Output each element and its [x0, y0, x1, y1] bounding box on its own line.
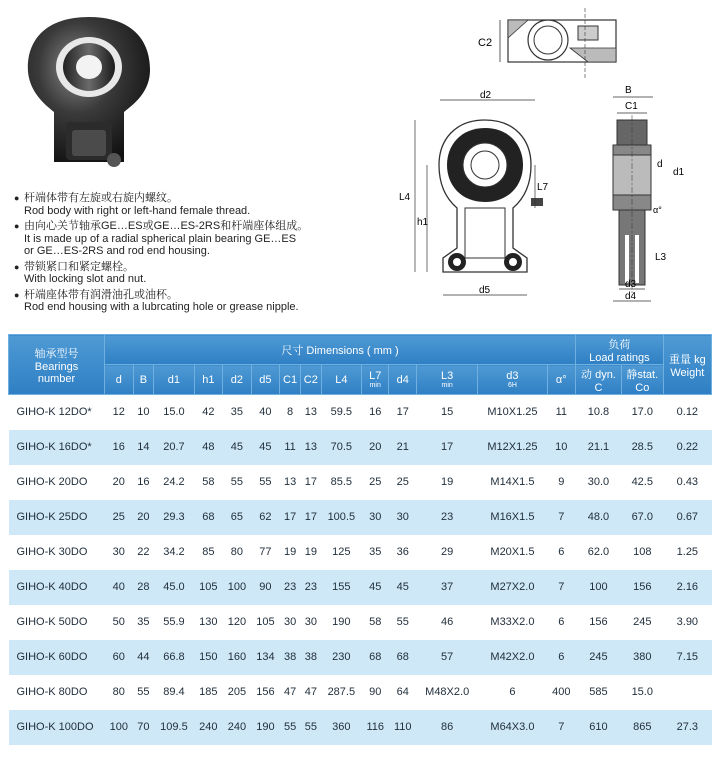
table-cell: 245 [621, 605, 663, 640]
table-cell: 156 [251, 675, 280, 710]
feature-list [14, 192, 374, 317]
table-cell: 30.0 [576, 465, 622, 500]
model-cell: GIHO-K 50DO [9, 605, 105, 640]
header-load: 负荷 Load ratings [576, 335, 664, 365]
label-h1: h1 [417, 217, 429, 228]
table-cell: 240 [194, 710, 223, 745]
table-cell: 37 [417, 570, 478, 605]
table-cell: 55 [389, 605, 417, 640]
table-cell: 6 [547, 640, 576, 675]
table-cell: 25 [361, 465, 389, 500]
feature-en: It is made up of a radial spherical plain bearing GE…ES [24, 232, 297, 245]
table-cell: 45.0 [154, 570, 194, 605]
table-cell: 70 [133, 710, 154, 745]
table-cell: 10 [133, 395, 154, 430]
top-view-drawing [470, 8, 630, 83]
table-cell: 116 [361, 710, 389, 745]
table-cell: 70.5 [321, 430, 361, 465]
table-cell: 125 [321, 535, 361, 570]
table-row [9, 570, 712, 605]
table-cell: 17 [280, 500, 301, 535]
label-d2: d2 [480, 90, 492, 101]
table-cell: 865 [621, 710, 663, 745]
label-d1: d1 [673, 167, 685, 178]
table-cell: 17.0 [621, 395, 663, 430]
model-cell: GIHO-K 60DO [9, 640, 105, 675]
model-cell: GIHO-K 30DO [9, 535, 105, 570]
model-cell: GIHO-K 80DO [9, 675, 105, 710]
col-header: L7 min [361, 365, 389, 395]
table-cell: 11 [280, 430, 301, 465]
feature-item [14, 192, 374, 217]
table-cell: 360 [321, 710, 361, 745]
table-cell: 48 [194, 430, 223, 465]
table-cell: 47 [300, 675, 321, 710]
table-cell: 30 [300, 605, 321, 640]
table-cell: 13 [280, 465, 301, 500]
table-cell: 17 [417, 430, 478, 465]
table-cell: 58 [361, 605, 389, 640]
table-cell: M12X1.25 [478, 430, 547, 465]
table-cell: 55 [251, 465, 280, 500]
feature-item [14, 220, 374, 258]
table-cell: 134 [251, 640, 280, 675]
feature-zh: 带锁紧口和紧定螺栓。 [24, 260, 134, 273]
table-cell: M48X2.0 [417, 675, 478, 710]
table-cell: M20X1.5 [478, 535, 547, 570]
table-cell: 45 [389, 570, 417, 605]
table-row [9, 535, 712, 570]
table-cell: 190 [321, 605, 361, 640]
col-header: d4 [389, 365, 417, 395]
table-cell: 30 [105, 535, 134, 570]
table-cell: 6 [547, 535, 576, 570]
bullet-icon: ● [14, 261, 20, 272]
table-cell: 15 [417, 395, 478, 430]
table-cell: 17 [300, 465, 321, 500]
label-alpha: α° [653, 205, 662, 215]
table-cell: 1.25 [663, 535, 711, 570]
col-header: d [105, 365, 134, 395]
table-cell: 55 [300, 710, 321, 745]
table-cell: 6 [478, 675, 547, 710]
rod-end-photo [14, 12, 164, 172]
table-row [9, 500, 712, 535]
table-cell: 36 [389, 535, 417, 570]
table-cell: 45 [361, 570, 389, 605]
table-cell: 11 [547, 395, 576, 430]
feature-item [14, 261, 374, 286]
table-row [9, 395, 712, 430]
table-row [9, 430, 712, 465]
table-cell: 10 [547, 430, 576, 465]
table-row [9, 675, 712, 710]
table-cell: 22 [133, 535, 154, 570]
table-cell: 21 [389, 430, 417, 465]
table-cell: 29 [417, 535, 478, 570]
table-cell: 30 [361, 500, 389, 535]
feature-en: Rod body with right or left-hand female thread. [24, 204, 251, 217]
model-cell: GIHO-K 16DO* [9, 430, 105, 465]
table-cell: 47 [280, 675, 301, 710]
spec-table-body [9, 395, 712, 745]
table-cell: 19 [280, 535, 301, 570]
table-cell: 40 [251, 395, 280, 430]
table-cell: 77 [251, 535, 280, 570]
table-cell: 585 [576, 675, 622, 710]
table-cell: 44 [133, 640, 154, 675]
table-cell: 20 [361, 430, 389, 465]
table-cell: 65 [223, 500, 252, 535]
model-cell: GIHO-K 20DO [9, 465, 105, 500]
table-cell: 90 [251, 570, 280, 605]
label-l4: L4 [399, 192, 411, 203]
label-d: d [657, 159, 663, 170]
table-cell: 3.90 [663, 605, 711, 640]
table-cell: 34.2 [154, 535, 194, 570]
table-cell: 7 [547, 500, 576, 535]
table-cell: 20.7 [154, 430, 194, 465]
table-cell: 86 [417, 710, 478, 745]
table-cell: 66.8 [154, 640, 194, 675]
header-columns [9, 365, 712, 395]
table-cell: 20 [133, 500, 154, 535]
table-cell: 190 [251, 710, 280, 745]
table-cell: M33X2.0 [478, 605, 547, 640]
table-cell: 80 [223, 535, 252, 570]
table-cell: 110 [389, 710, 417, 745]
feature-zh: 杆端座体带有润滑油孔或油杯。 [24, 288, 178, 301]
feature-item [14, 289, 374, 314]
table-cell: 30 [280, 605, 301, 640]
col-header: d1 [154, 365, 194, 395]
label-l3: L3 [655, 252, 667, 263]
table-cell: 35 [361, 535, 389, 570]
table-cell: 17 [389, 395, 417, 430]
table-cell: 10.8 [576, 395, 622, 430]
table-cell: 30 [389, 500, 417, 535]
model-cell: GIHO-K 40DO [9, 570, 105, 605]
table-cell: 130 [194, 605, 223, 640]
table-cell: 2.16 [663, 570, 711, 605]
table-cell: 156 [621, 570, 663, 605]
table-cell: 25 [389, 465, 417, 500]
table-cell: 38 [280, 640, 301, 675]
spec-table [8, 334, 712, 745]
table-cell: 19 [417, 465, 478, 500]
table-cell: 400 [547, 675, 576, 710]
table-cell: 13 [300, 430, 321, 465]
table-cell: 160 [223, 640, 252, 675]
feature-zh: 杆端体带有左旋或右旋内螺纹。 [24, 192, 178, 204]
col-header: h1 [194, 365, 223, 395]
table-cell: 21.1 [576, 430, 622, 465]
table-cell: 150 [194, 640, 223, 675]
table-cell: 287.5 [321, 675, 361, 710]
table-cell: 0.22 [663, 430, 711, 465]
col-header: B [133, 365, 154, 395]
table-cell: 0.43 [663, 465, 711, 500]
table-cell: 230 [321, 640, 361, 675]
table-cell: 85.5 [321, 465, 361, 500]
col-header: C1 [280, 365, 301, 395]
table-cell: 23 [417, 500, 478, 535]
table-cell: 50 [105, 605, 134, 640]
table-cell: 55 [223, 465, 252, 500]
table-cell: 16 [133, 465, 154, 500]
table-cell: 55.9 [154, 605, 194, 640]
table-cell: 100 [576, 570, 622, 605]
table-cell: M14X1.5 [478, 465, 547, 500]
feature-en: Rod end housing with a lubrcating hole or grease nipple. [24, 301, 299, 313]
table-cell: 27.3 [663, 710, 711, 745]
table-cell: 100.5 [321, 500, 361, 535]
table-cell: 23 [280, 570, 301, 605]
table-cell: 28.5 [621, 430, 663, 465]
table-cell: 155 [321, 570, 361, 605]
table-cell: 60 [105, 640, 134, 675]
col-header: α° [547, 365, 576, 395]
table-cell: 12 [105, 395, 134, 430]
bullet-icon: ● [14, 289, 20, 300]
table-cell: 109.5 [154, 710, 194, 745]
table-row [9, 465, 712, 500]
table-cell: 8 [280, 395, 301, 430]
table-cell: 59.5 [321, 395, 361, 430]
table-cell: 156 [576, 605, 622, 640]
table-cell: 68 [194, 500, 223, 535]
col-header: d2 [223, 365, 252, 395]
label-d4: d4 [625, 291, 637, 302]
table-cell: 35 [223, 395, 252, 430]
feature-en: or GE…ES-2RS and rod end housing. [24, 245, 210, 257]
table-cell: M42X2.0 [478, 640, 547, 675]
table-cell: 240 [223, 710, 252, 745]
col-header: d5 [251, 365, 280, 395]
front-view-drawing [395, 90, 585, 305]
model-cell: GIHO-K 25DO [9, 500, 105, 535]
table-cell: 185 [194, 675, 223, 710]
table-cell: 16 [105, 430, 134, 465]
table-cell: 14 [133, 430, 154, 465]
table-cell: 29.3 [154, 500, 194, 535]
table-cell: 6 [547, 605, 576, 640]
model-cell: GIHO-K 12DO* [9, 395, 105, 430]
table-cell: 100 [105, 710, 134, 745]
table-cell: 55 [133, 675, 154, 710]
table-cell: 90 [361, 675, 389, 710]
table-cell: 17 [300, 500, 321, 535]
table-cell: 380 [621, 640, 663, 675]
table-cell: 28 [133, 570, 154, 605]
table-cell: 57 [417, 640, 478, 675]
side-view-drawing [585, 85, 710, 305]
header-dimensions: 尺寸 Dimensions ( mm ) [105, 335, 576, 365]
table-cell: 68 [389, 640, 417, 675]
table-cell: 19 [300, 535, 321, 570]
label-b: B [625, 85, 632, 96]
table-cell: 7 [547, 570, 576, 605]
table-cell: 15.0 [154, 395, 194, 430]
table-cell: 9 [547, 465, 576, 500]
table-cell: 105 [251, 605, 280, 640]
table-cell: 20 [105, 465, 134, 500]
table-cell: 40 [105, 570, 134, 605]
table-cell: 68 [361, 640, 389, 675]
table-cell: 105 [194, 570, 223, 605]
table-cell: 42.5 [621, 465, 663, 500]
header-model: 轴承型号 Bearings number [9, 335, 105, 395]
feature-zh: 由向心关节轴承GE…ES或GE…ES-2RS和杆端座体组成。 [24, 220, 309, 232]
table-cell: 23 [300, 570, 321, 605]
table-cell: 48.0 [576, 500, 622, 535]
table-cell: 46 [417, 605, 478, 640]
table-cell: M16X1.5 [478, 500, 547, 535]
table-cell: 108 [621, 535, 663, 570]
col-header: 动 dyn. C [576, 365, 622, 395]
table-cell: 7 [547, 710, 576, 745]
label-d5: d5 [479, 285, 491, 296]
table-row [9, 605, 712, 640]
table-cell: 62 [251, 500, 280, 535]
col-header: L3 min [417, 365, 478, 395]
table-cell: 25 [105, 500, 134, 535]
table-cell: 610 [576, 710, 622, 745]
bullet-icon: ● [14, 193, 20, 203]
label-c2: C2 [478, 37, 493, 49]
label-c1: C1 [625, 101, 638, 112]
table-cell: M27X2.0 [478, 570, 547, 605]
table-cell: 245 [576, 640, 622, 675]
table-cell: 80 [105, 675, 134, 710]
col-header: C2 [300, 365, 321, 395]
table-cell: 89.4 [154, 675, 194, 710]
col-header: L4 [321, 365, 361, 395]
table-cell: 24.2 [154, 465, 194, 500]
table-cell: 7.15 [663, 640, 711, 675]
table-cell: 58 [194, 465, 223, 500]
table-row [9, 710, 712, 745]
table-cell: 55 [280, 710, 301, 745]
feature-en: With locking slot and nut. [24, 273, 147, 285]
label-l7: L7 [537, 182, 549, 193]
table-cell: 0.67 [663, 500, 711, 535]
table-cell: M10X1.25 [478, 395, 547, 430]
model-cell: GIHO-K 100DO [9, 710, 105, 745]
table-cell: 205 [223, 675, 252, 710]
table-cell: 62.0 [576, 535, 622, 570]
table-cell: M64X3.0 [478, 710, 547, 745]
col-header: 静stat. Co [621, 365, 663, 395]
col-header: d3 6H [478, 365, 547, 395]
table-cell: 64 [389, 675, 417, 710]
header-weight: 重量 kg Weight [663, 335, 711, 395]
table-cell: 45 [223, 430, 252, 465]
table-cell: 67.0 [621, 500, 663, 535]
table-cell: 45 [251, 430, 280, 465]
table-cell: 38 [300, 640, 321, 675]
table-cell: 85 [194, 535, 223, 570]
label-d3: d3 [625, 279, 637, 290]
table-cell: 13 [300, 395, 321, 430]
table-cell: 100 [223, 570, 252, 605]
table-row [9, 640, 712, 675]
bullet-icon: ● [14, 221, 20, 231]
table-cell: 42 [194, 395, 223, 430]
table-cell: 15.0 [621, 675, 663, 710]
table-cell: 0.12 [663, 395, 711, 430]
table-cell: 120 [223, 605, 252, 640]
table-cell: 16 [361, 395, 389, 430]
table-cell: 35 [133, 605, 154, 640]
